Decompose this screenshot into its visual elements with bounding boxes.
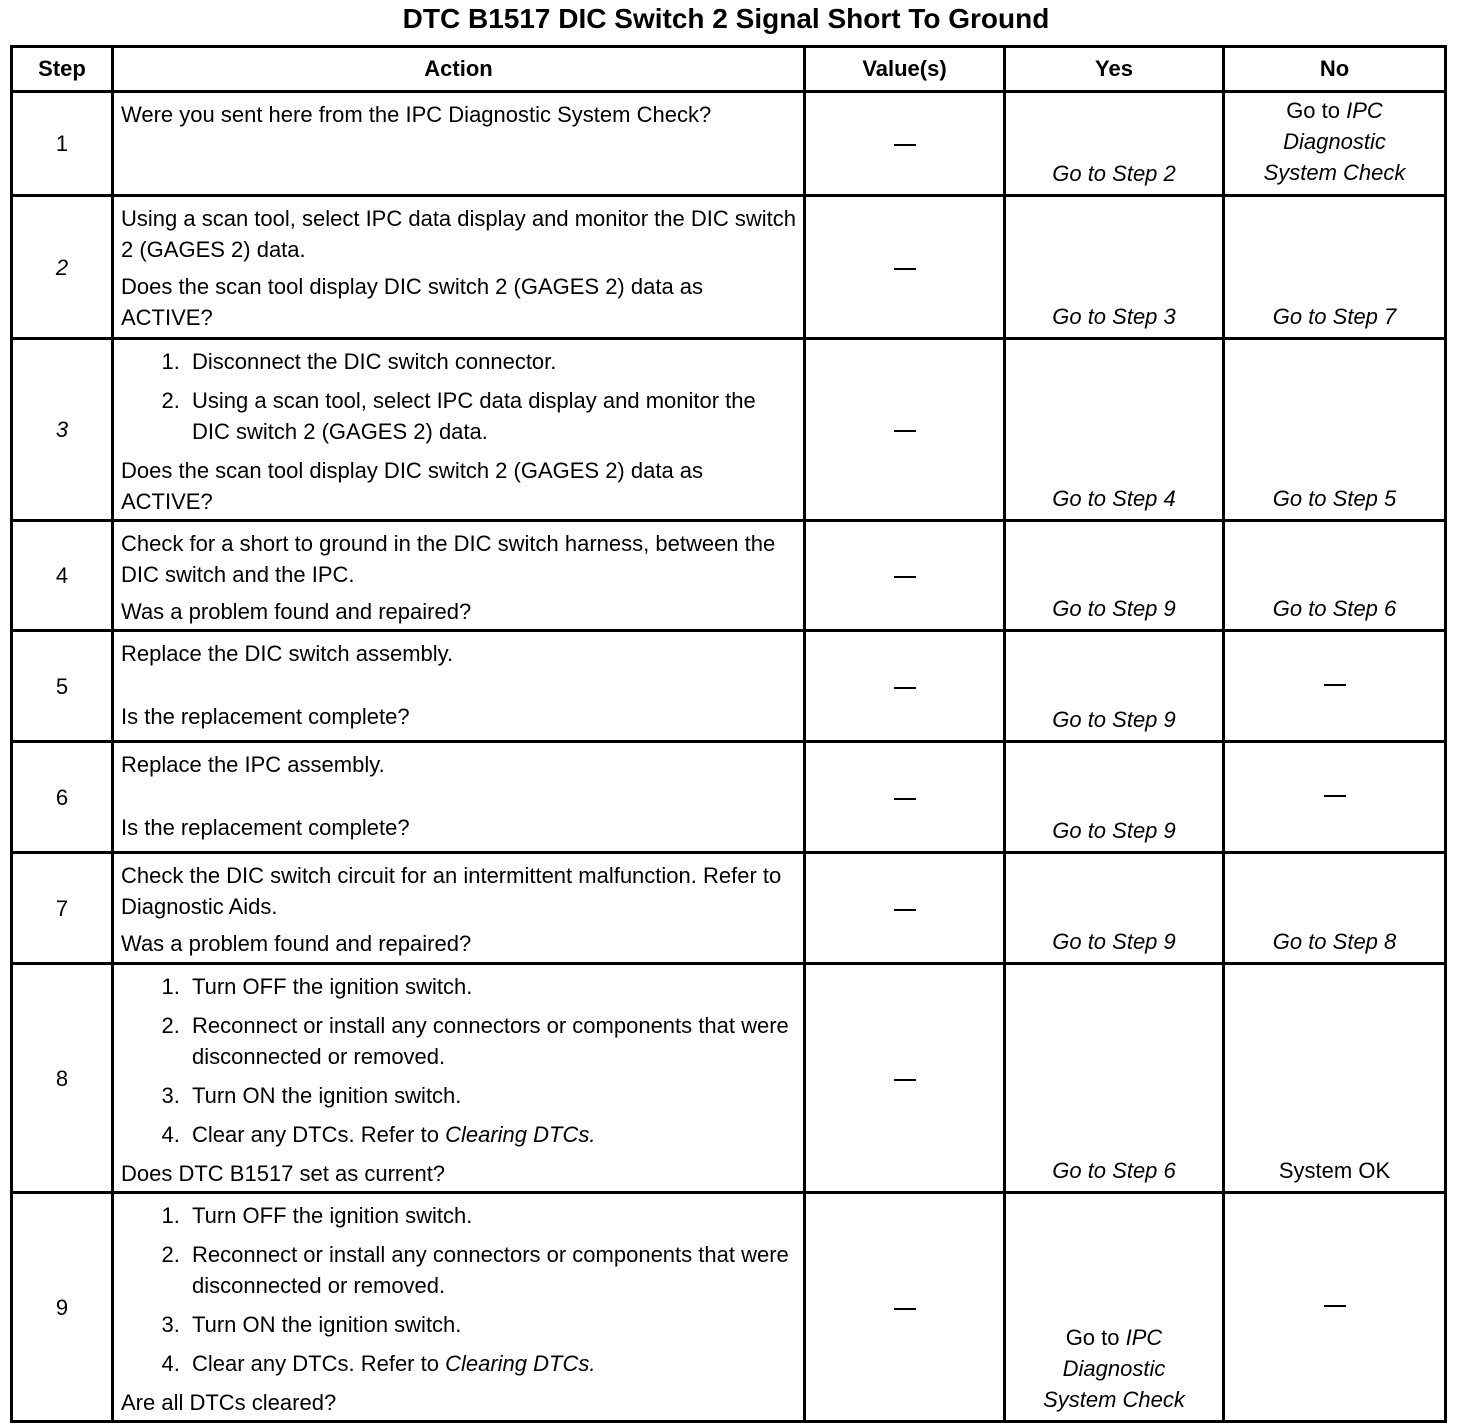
yes-action: Go to Step 9 <box>1052 707 1176 732</box>
step-number: 6 <box>12 742 113 853</box>
value-cell <box>805 742 1005 853</box>
no-cell <box>1224 1193 1446 1422</box>
action-steps-list <box>121 971 797 1150</box>
page-title: DTC B1517 DIC Switch 2 Signal Short To Ground <box>402 3 1050 34</box>
em-dash-icon <box>894 430 916 432</box>
table-row <box>12 92 1446 196</box>
header-action: Action <box>113 47 805 92</box>
step-number: 9 <box>12 1193 113 1422</box>
no-cell <box>1224 92 1446 196</box>
action-cell <box>113 196 805 339</box>
em-dash-icon <box>894 268 916 270</box>
yes-action: Go to Step 9 <box>1052 929 1176 954</box>
action-cell <box>113 1193 805 1422</box>
yes-action: Go to Step 2 <box>1052 161 1176 186</box>
action-step-item <box>186 1080 797 1111</box>
value-cell <box>805 1193 1005 1422</box>
action-steps-list <box>121 346 797 447</box>
action-cell <box>113 853 805 964</box>
action-question: Does DTC B1517 set as current? <box>121 1161 446 1186</box>
action-step-item <box>186 1239 797 1301</box>
action-step-text: Using a scan tool, select IPC data display and monitor the DIC switch 2 (GAGES 2) data. <box>192 388 756 444</box>
action-step-item <box>186 346 797 377</box>
table-row <box>12 196 1446 339</box>
action-cell <box>113 339 805 521</box>
table-row <box>12 1193 1446 1422</box>
no-action: Go to Step 6 <box>1272 596 1397 621</box>
header-values: Value(s) <box>805 47 1005 92</box>
action-question: Is the replacement complete? <box>121 815 410 840</box>
action-cell <box>113 964 805 1193</box>
action-question: Are all DTCs cleared? <box>121 1390 337 1415</box>
step-number: 8 <box>12 964 113 1193</box>
header-yes: Yes <box>1005 47 1224 92</box>
value-cell <box>805 853 1005 964</box>
yes-action: Go to Step 6 <box>1052 1158 1176 1183</box>
action-step-text: Clear any DTCs. Refer to <box>192 1122 439 1147</box>
action-question: Does the scan tool display DIC switch 2 (GAGES 2) data as ACTIVE? <box>121 274 704 330</box>
em-dash-icon <box>894 798 916 800</box>
action-step-item <box>186 1119 797 1150</box>
em-dash-icon <box>894 687 916 689</box>
action-question: Was a problem found and repaired? <box>121 599 472 624</box>
action-step-reference: Clearing DTCs. <box>445 1351 596 1376</box>
em-dash-icon <box>894 909 916 911</box>
em-dash-icon <box>894 576 916 578</box>
action-step-item <box>186 385 797 447</box>
yes-cell <box>1005 742 1224 853</box>
table-body <box>12 92 1446 1422</box>
action-step-text: Turn ON the ignition switch. <box>192 1083 462 1108</box>
table-header-row <box>12 47 1446 92</box>
action-text: Were you sent here from the IPC Diagnostic System Check? <box>121 102 712 127</box>
yes-cell <box>1005 964 1224 1193</box>
header-no: No <box>1224 47 1446 92</box>
no-cell <box>1224 196 1446 339</box>
yes-cell <box>1005 1193 1224 1422</box>
action-step-text: Turn OFF the ignition switch. <box>192 1203 473 1228</box>
table-row <box>12 339 1446 521</box>
yes-action: Go to Step 9 <box>1052 818 1176 843</box>
table-row <box>12 521 1446 631</box>
table-row <box>12 853 1446 964</box>
no-action: System OK <box>1278 1158 1391 1183</box>
step-number: 5 <box>12 631 113 742</box>
no-action-prefix: Go to <box>1286 98 1340 123</box>
yes-cell <box>1005 339 1224 521</box>
action-step-item <box>186 1309 797 1340</box>
em-dash-icon <box>1324 1305 1346 1307</box>
diagnostic-table <box>10 45 1447 1423</box>
yes-cell <box>1005 631 1224 742</box>
action-step-item <box>186 1348 797 1379</box>
action-step-reference: Clearing DTCs. <box>445 1122 596 1147</box>
value-cell <box>805 92 1005 196</box>
action-text: Using a scan tool, select IPC data display and monitor the DIC switch 2 (GAGES 2) data. <box>121 206 796 262</box>
no-action: Go to Step 8 <box>1272 929 1397 954</box>
value-cell <box>805 339 1005 521</box>
action-step-text: Disconnect the DIC switch connector. <box>192 349 557 374</box>
value-cell <box>805 964 1005 1193</box>
no-cell <box>1224 853 1446 964</box>
no-cell <box>1224 521 1446 631</box>
em-dash-icon <box>1324 684 1346 686</box>
step-number: 4 <box>12 521 113 631</box>
action-question: Was a problem found and repaired? <box>121 931 472 956</box>
step-number: 3 <box>12 339 113 521</box>
action-text: Replace the DIC switch assembly. <box>121 641 454 666</box>
table-row <box>12 964 1446 1193</box>
value-cell <box>805 521 1005 631</box>
em-dash-icon <box>894 144 916 146</box>
no-cell <box>1224 742 1446 853</box>
action-step-text: Clear any DTCs. Refer to <box>192 1351 439 1376</box>
yes-action: Go to Step 4 <box>1052 486 1176 511</box>
no-action: Go to Step 5 <box>1272 486 1397 511</box>
table-row <box>12 742 1446 853</box>
action-step-item <box>186 1200 797 1231</box>
action-text: Check the DIC switch circuit for an intermittent malfunction. Refer to Diagnostic Aids. <box>121 863 782 919</box>
yes-action-prefix: Go to <box>1065 1325 1120 1350</box>
action-steps-list <box>121 1200 797 1379</box>
step-number: 2 <box>12 196 113 339</box>
action-step-text: Turn ON the ignition switch. <box>192 1312 462 1337</box>
no-action-reference: IPC Diagnostic System Check <box>1263 98 1406 185</box>
table-row <box>12 631 1446 742</box>
yes-cell <box>1005 196 1224 339</box>
action-step-text: Reconnect or install any connectors or components that were disconnected or removed. <box>192 1242 789 1298</box>
no-cell <box>1224 339 1446 521</box>
action-text: Replace the IPC assembly. <box>121 752 385 777</box>
step-number: 7 <box>12 853 113 964</box>
yes-cell <box>1005 853 1224 964</box>
action-question: Is the replacement complete? <box>121 704 410 729</box>
action-text: Check for a short to ground in the DIC switch harness, between the DIC switch and the IPC. <box>121 531 776 587</box>
em-dash-icon <box>894 1308 916 1310</box>
em-dash-icon <box>1324 795 1346 797</box>
yes-cell <box>1005 521 1224 631</box>
action-question: Does the scan tool display DIC switch 2 (GAGES 2) data as ACTIVE? <box>121 458 704 514</box>
action-cell <box>113 631 805 742</box>
value-cell <box>805 196 1005 339</box>
header-step: Step <box>12 47 113 92</box>
step-number: 1 <box>12 92 113 196</box>
action-cell <box>113 742 805 853</box>
no-cell <box>1224 631 1446 742</box>
value-cell <box>805 631 1005 742</box>
yes-action-reference: IPC Diagnostic System Check <box>1043 1325 1185 1412</box>
yes-action: Go to Step 3 <box>1052 304 1176 329</box>
no-cell <box>1224 964 1446 1193</box>
action-step-item <box>186 1010 797 1072</box>
action-cell <box>113 92 805 196</box>
em-dash-icon <box>894 1079 916 1081</box>
yes-cell <box>1005 92 1224 196</box>
action-step-item <box>186 971 797 1002</box>
no-action: Go to Step 7 <box>1272 304 1397 329</box>
action-step-text: Turn OFF the ignition switch. <box>192 974 473 999</box>
action-cell <box>113 521 805 631</box>
action-step-text: Reconnect or install any connectors or components that were disconnected or removed. <box>192 1013 789 1069</box>
yes-action: Go to Step 9 <box>1052 596 1176 621</box>
